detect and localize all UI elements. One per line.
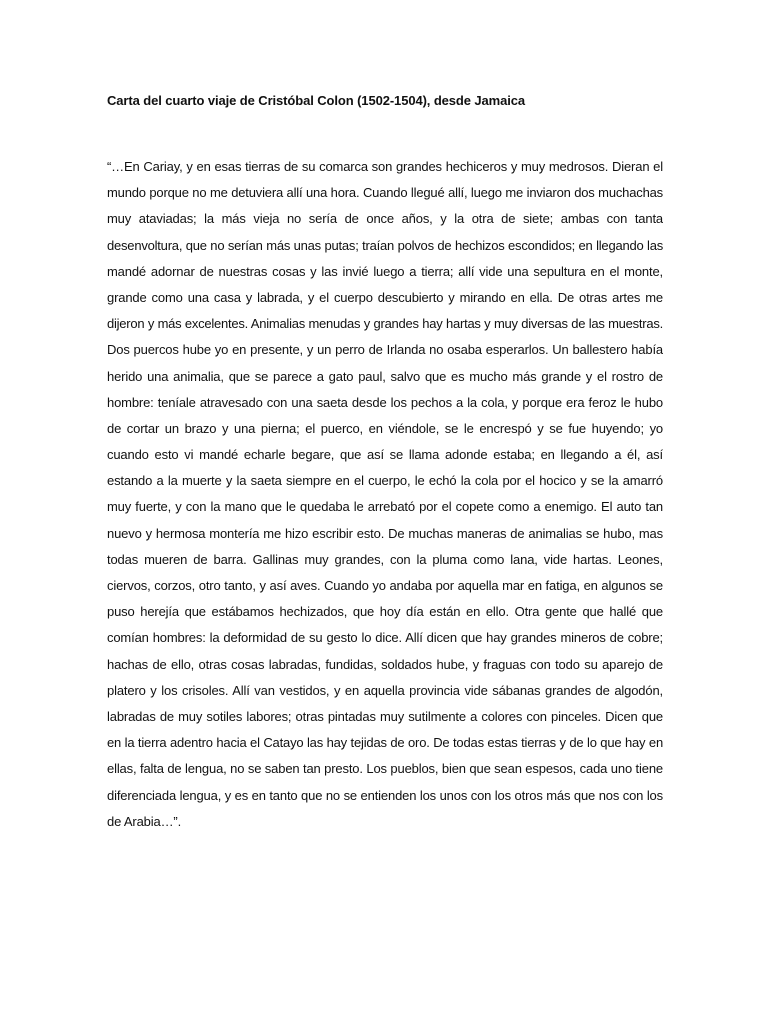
paragraph-line: muy fuerte, y con la mano que le quedaba le arrebató por el copete como a enemigo. El auto tan <box>107 499 663 515</box>
paragraph-line: ciervos, corzos, otro tanto, y así aves. Cuando yo andaba por aquella mar en fatiga, en algunos se <box>107 578 663 593</box>
paragraph-line: Dos puercos hube yo en presente, y un perro de Irlanda no osaba esperarlos. Un ballestero había <box>107 342 663 358</box>
paragraph-line: cuando esto vi mandé echarle begare, que así se llama adonde estaba; en llegando a él, así <box>107 447 663 463</box>
paragraph-line: nuevo y hermosa montería me hizo escribir esto. De muchas maneras de animalias se hubo, mas <box>107 525 663 541</box>
paragraph-line: puso herejía que estábamos hechizados, que hoy día están en ello. Otra gente que hallé que <box>107 604 663 620</box>
paragraph-line: grande como una casa y labrada, y el cuerpo descubierto y mirando en ella. De otras artes me <box>107 289 663 305</box>
paragraph-line: mundo porque no me detuviera allí una hora. Cuando llegué allí, luego me inviaron dos muchachas <box>107 185 663 201</box>
paragraph-line: todas mueren de barra. Gallinas muy grandes, con la pluma como lana, vide hartas. Leones, <box>107 551 663 567</box>
paragraph-line: labradas de muy sotiles labores; otras pintadas muy sutilmente a colores con pinceles. Dicen que <box>107 708 663 724</box>
paragraph-line: dijeron y más excelentes. Animalias menudas y grandes hay hartas y muy diversas de las muestras. <box>107 316 663 332</box>
document-title: Carta del cuarto viaje de Cristóbal Colon (1502-1504), desde Jamaica <box>107 93 526 108</box>
paragraph-line: herido una animalia, que se parece a gato paul, salvo que es mucho más grande y el rostro de <box>107 368 663 384</box>
paragraph-line: “…En Cariay, y en esas tierras de su comarca son grandes hechiceros y muy medrosos. Dieran el <box>107 159 663 174</box>
paragraph-line: de Arabia…”. <box>107 813 182 829</box>
paragraph-line: ellas, falta de lengua, no se saben tan presto. Los pueblos, bien que sean espesos, cada uno tiene <box>107 761 663 777</box>
paragraph-line: comían hombres: la deformidad de su gesto lo dice. Allí dicen que hay grandes mineros de cobre; <box>107 630 663 646</box>
paragraph-line: estando a la muerte y la saeta siempre en el cuerpo, le echó la cola por el hocico y se la amarró <box>107 473 663 489</box>
paragraph-line: diferenciada lengua, y es en tanto que no se entienden los unos con los otros más que nos con los <box>107 787 663 803</box>
paragraph-line: de cortar un brazo y una pierna; el puerco, en viéndole, se le encrespó y se fue huyendo; yo <box>107 420 663 436</box>
paragraph-line: muy ataviadas; la más vieja no sería de once años, y la otra de siete; ambas con tanta <box>107 211 663 227</box>
paragraph-line: hombre: teníale atravesado con una saeta desde los pechos a la cola, y porque era feroz le hubo <box>107 394 663 410</box>
paragraph-line: mandé adornar de nuestras cosas y las invié luego a tierra; allí vide una sepultura en el monte, <box>107 263 663 279</box>
paragraph-line: hachas de ello, otras cosas labradas, fundidas, soldados hube, y fraguas con todo su aparejo de <box>107 656 663 672</box>
paragraph-line: platero y los crisoles. Allí van vestidos, y en aquella provincia vide sábanas grandes de algodón, <box>107 682 663 698</box>
paragraph-line: en la tierra adentro hacia el Catayo las hay tejidas de oro. De todas estas tierras y de lo que hay en <box>107 735 663 751</box>
paragraph-line: desenvoltura, que no serían más unas putas; traían polvos de hechizos escondidos; en llegando las <box>107 237 663 253</box>
document-body <box>107 154 663 835</box>
